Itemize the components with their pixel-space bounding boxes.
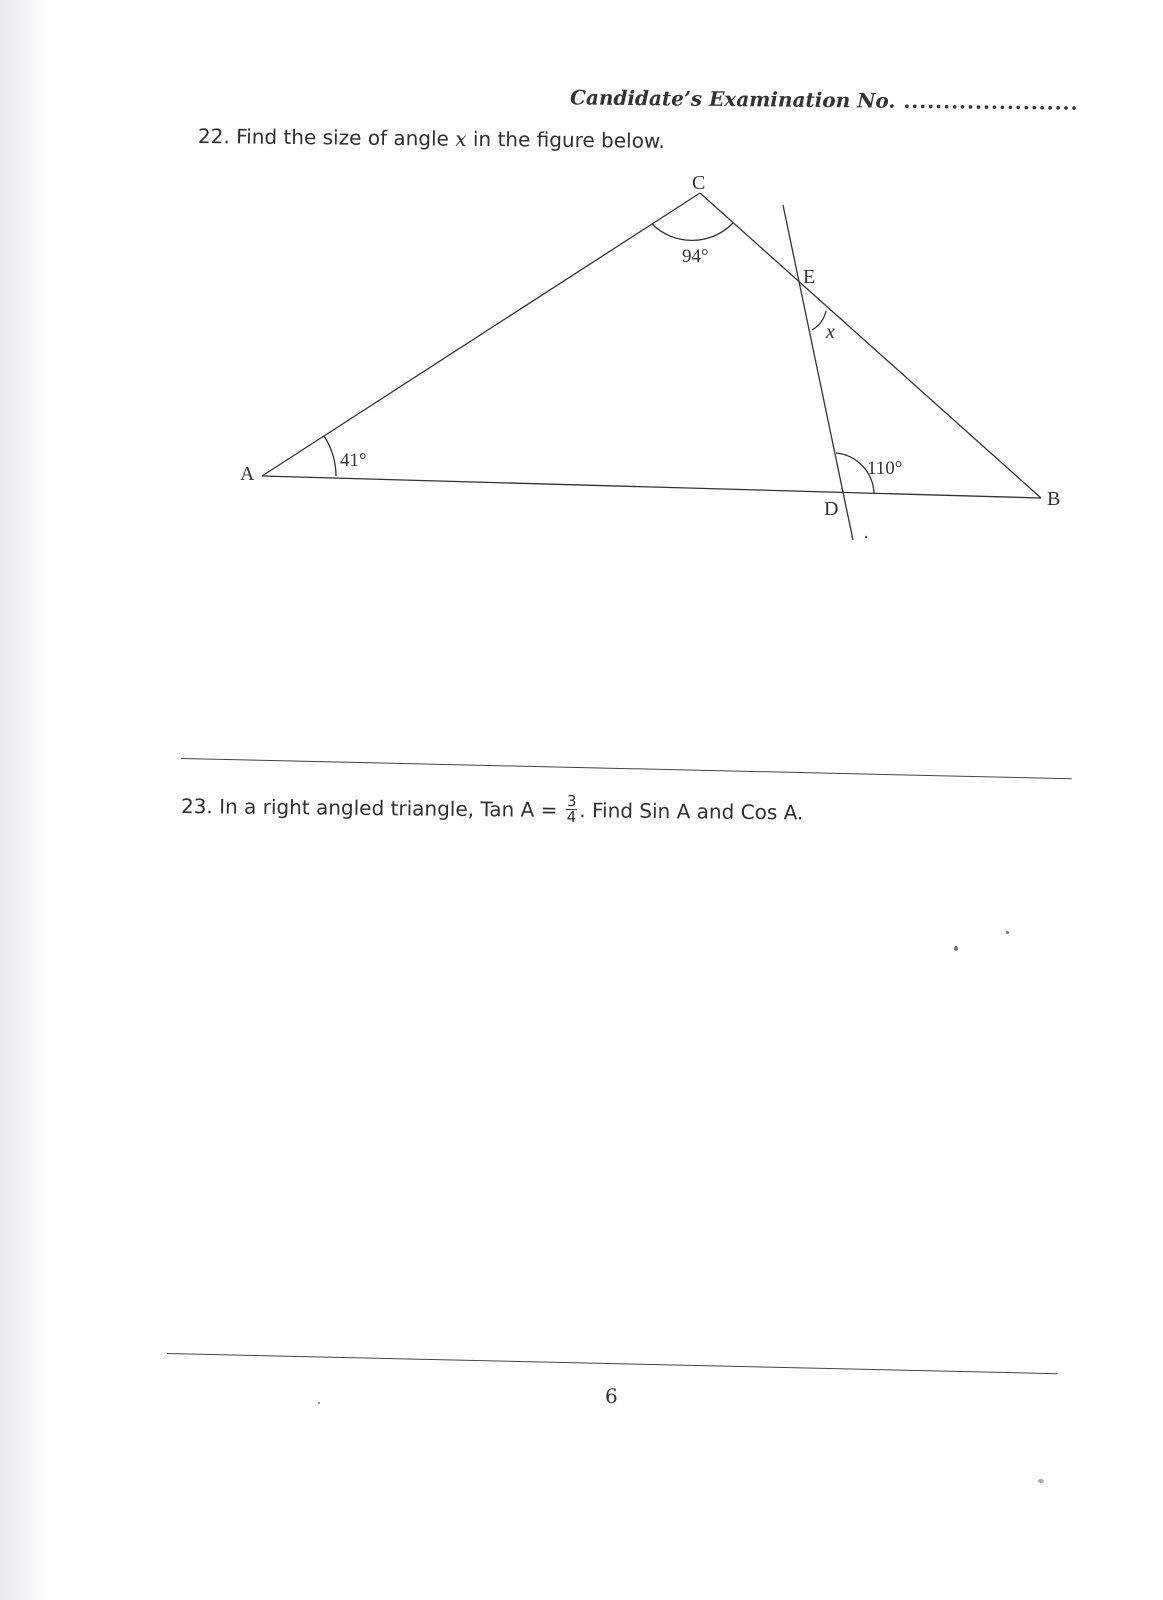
angle-arc-a — [324, 436, 336, 476]
tan-fraction — [566, 794, 578, 825]
angle-c-value: 94° — [682, 246, 709, 267]
question-23-text-after: . Find Sin A and Cos A. — [579, 798, 804, 825]
scan-speck — [1006, 931, 1009, 934]
label-point-b: B — [1047, 488, 1061, 510]
fraction-denominator: 4 — [566, 808, 577, 827]
angle-arc-c — [652, 223, 733, 240]
angle-a-value: 41° — [340, 450, 367, 471]
scan-speck — [954, 946, 958, 951]
question-22-text-before: Find the size of angle — [236, 124, 450, 151]
angle-arc-x — [812, 311, 826, 330]
label-point-d: D — [824, 498, 839, 520]
label-point-e: E — [803, 266, 816, 288]
side-ab — [262, 476, 1041, 498]
side-cb — [700, 193, 1041, 498]
page-number: 6 — [605, 1384, 618, 1408]
angle-x-label: x — [826, 321, 835, 343]
exam-number-label: Candidate’s Examination No. — [569, 85, 896, 113]
question-23-text-before: In a right angled triangle, Tan A = — [219, 794, 558, 822]
transversal-line — [783, 205, 853, 540]
question-22-text-after: in the figure below. — [472, 126, 665, 153]
dot-mark — [865, 536, 867, 538]
side-ac — [262, 193, 700, 476]
exam-number-blank: ...................... — [903, 88, 1079, 115]
question-22-number: 22. — [197, 124, 230, 149]
scan-speck — [1038, 1479, 1044, 1483]
label-point-a: A — [240, 463, 255, 485]
scan-speck — [318, 1402, 320, 1404]
fraction-numerator: 3 — [566, 792, 577, 811]
angle-d-value: 110° — [867, 458, 903, 479]
label-point-c: C — [692, 172, 706, 194]
question-23 — [181, 792, 804, 830]
question-23-number: 23. — [180, 794, 213, 819]
question-22-variable: x — [455, 126, 467, 151]
